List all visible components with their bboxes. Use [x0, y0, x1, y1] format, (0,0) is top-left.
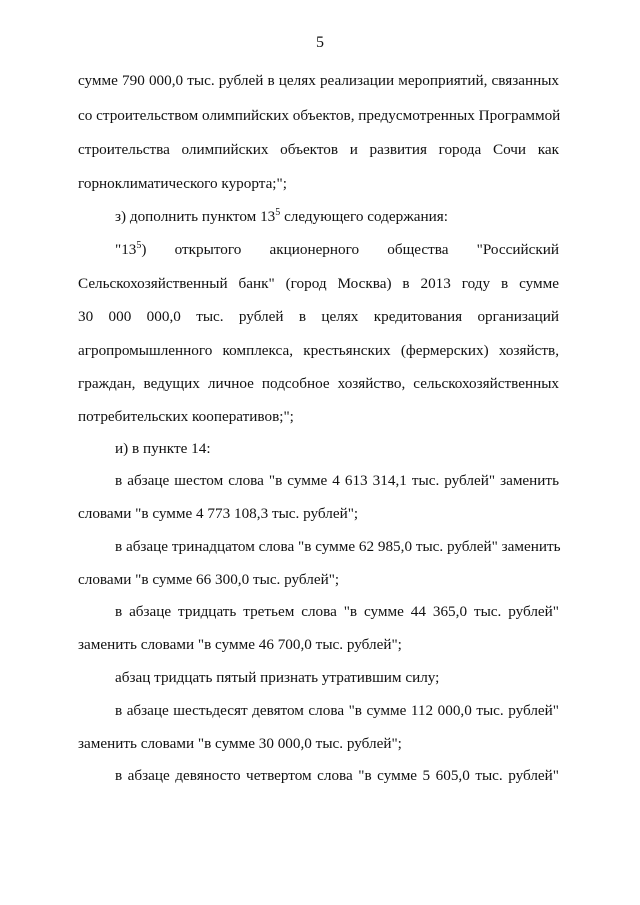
text-line: потребительских кооперативов;";: [78, 408, 294, 425]
item-13-5-line: [115, 240, 559, 260]
text-line: абзац тридцать пятый признать утратившим силу;: [115, 669, 440, 686]
text-line: и) в пункте 14:: [115, 440, 211, 457]
item-z-line: [115, 207, 559, 227]
text-line: сумме 790 000,0 тыс. рублей в целях реализации мероприятий, связанных: [78, 72, 559, 89]
text-line: горноклиматического курорта;";: [78, 175, 287, 192]
text-line: в абзаце шестьдесят девятом слова "в сумме 112 000,0 тыс. рублей": [115, 702, 559, 719]
superscript: 5: [136, 240, 142, 251]
text-line: словами "в сумме 4 773 108,3 тыс. рублей";: [78, 505, 359, 522]
text-line: словами "в сумме 66 300,0 тыс. рублей";: [78, 571, 340, 588]
text-line: в абзаце тринадцатом слова "в сумме 62 985,0 тыс. рублей" заменить: [115, 538, 561, 555]
text-line: 30 000 000,0 тыс. рублей в целях кредитования организаций: [78, 308, 559, 325]
text-line: в абзаце девяносто четвертом слова "в сумме 5 605,0 тыс. рублей": [115, 767, 559, 784]
superscript: 5: [275, 207, 281, 218]
item-z-text-end: следующего содержания:: [280, 208, 448, 225]
item-13-5-text: ) открытого акционерного общества "Российский: [141, 241, 559, 258]
item-z-text: з) дополнить пунктом 13: [115, 208, 276, 225]
text-line: строительства олимпийских объектов и развития города Сочи как: [78, 141, 559, 158]
text-line: заменить словами "в сумме 46 700,0 тыс. рублей";: [78, 636, 402, 653]
text-line: в абзаце тридцать третьем слова "в сумме 44 365,0 тыс. рублей": [115, 603, 559, 620]
text-line: агропромышленного комплекса, крестьянских (фермерских) хозяйств,: [78, 342, 559, 359]
page-number: 5: [316, 34, 324, 51]
item-13-5-label: "13: [115, 241, 137, 258]
text-line: граждан, ведущих личное подсобное хозяйство, сельскохозяйственных: [78, 375, 559, 392]
text-line: со строительством олимпийских объектов, предусмотренных Программой: [78, 107, 561, 124]
text-line: заменить словами "в сумме 30 000,0 тыс. рублей";: [78, 735, 402, 752]
text-line: Сельскохозяйственный банк" (город Москва) в 2013 году в сумме: [78, 275, 559, 292]
text-line: в абзаце шестом слова "в сумме 4 613 314,1 тыс. рублей" заменить: [115, 472, 559, 489]
